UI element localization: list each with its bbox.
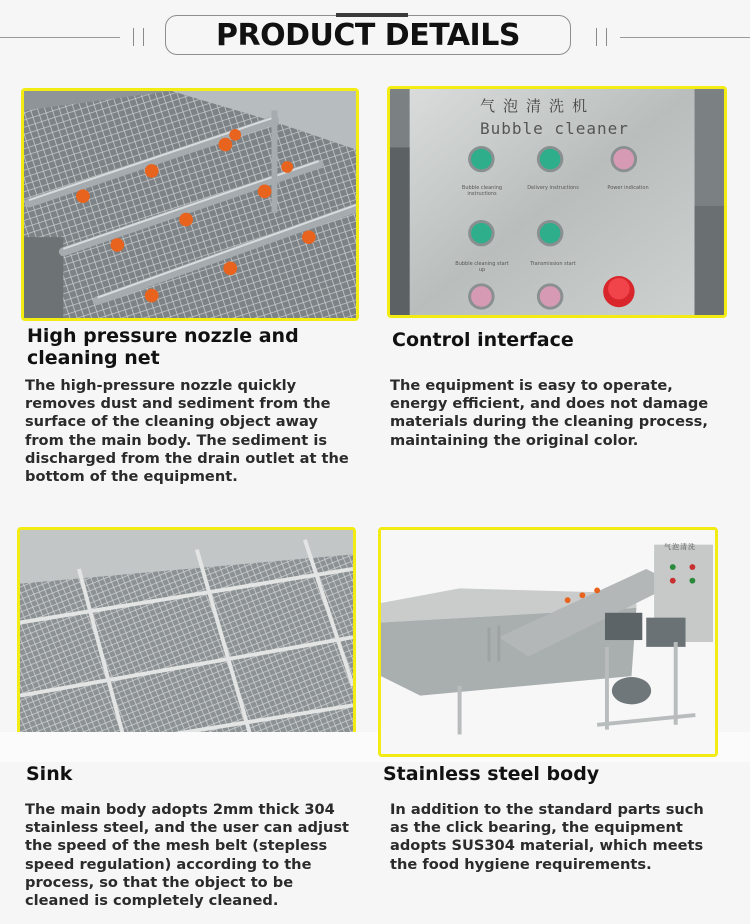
header-right-rule [620,37,750,38]
caption-nozzle: High pressure nozzle and cleaning net [27,325,299,369]
header-left-tick [133,28,134,46]
machine-body-photo [378,527,718,757]
header-left-rule [0,37,120,38]
control-panel-photo [387,86,727,318]
sink-photo [17,527,356,757]
caption-control: Control interface [392,329,574,351]
machine-label-cn: 气泡清洗 [664,543,696,551]
button-label: Transmission start [530,261,576,267]
button-label: Bubble cleaning instructions [461,185,503,197]
panel-title-en: Bubble cleaner [480,119,629,138]
caption-body: Stainless steel body [383,763,600,785]
button-label: Power indication [607,185,649,191]
button-label: Delivery instructions [527,185,579,191]
panel-title-cn: 气泡清洗机 [480,97,596,115]
description-control: The equipment is easy to operate, energy efficient, and does not damage materials during the cleaning process, maintaining the original color. [390,377,709,449]
caption-sink: Sink [26,763,73,785]
header-left-tick [143,28,144,46]
page-title: PRODUCT DETAILS [216,18,520,53]
description-sink: The main body adopts 2mm thick 304 stainless steel, and the user can adjust the speed of the mesh belt (stepless speed regulation) according to the process, so that the object to be cleaned is completely cleaned. [25,801,350,910]
header-right-tick [606,28,607,46]
description-nozzle: The high-pressure nozzle quickly removes dust and sediment from the surface of the cleaning object away from the main body. The sediment is discharged from the drain outlet at the bottom of the equipment. [25,377,349,486]
nozzle-photo [21,88,359,321]
description-body: In addition to the standard parts such as the click bearing, the equipment adopts SUS304 material, which meets the food hygiene requirements. [390,801,704,873]
header-right-tick [596,28,597,46]
button-label: Bubble cleaning start up [455,261,509,273]
